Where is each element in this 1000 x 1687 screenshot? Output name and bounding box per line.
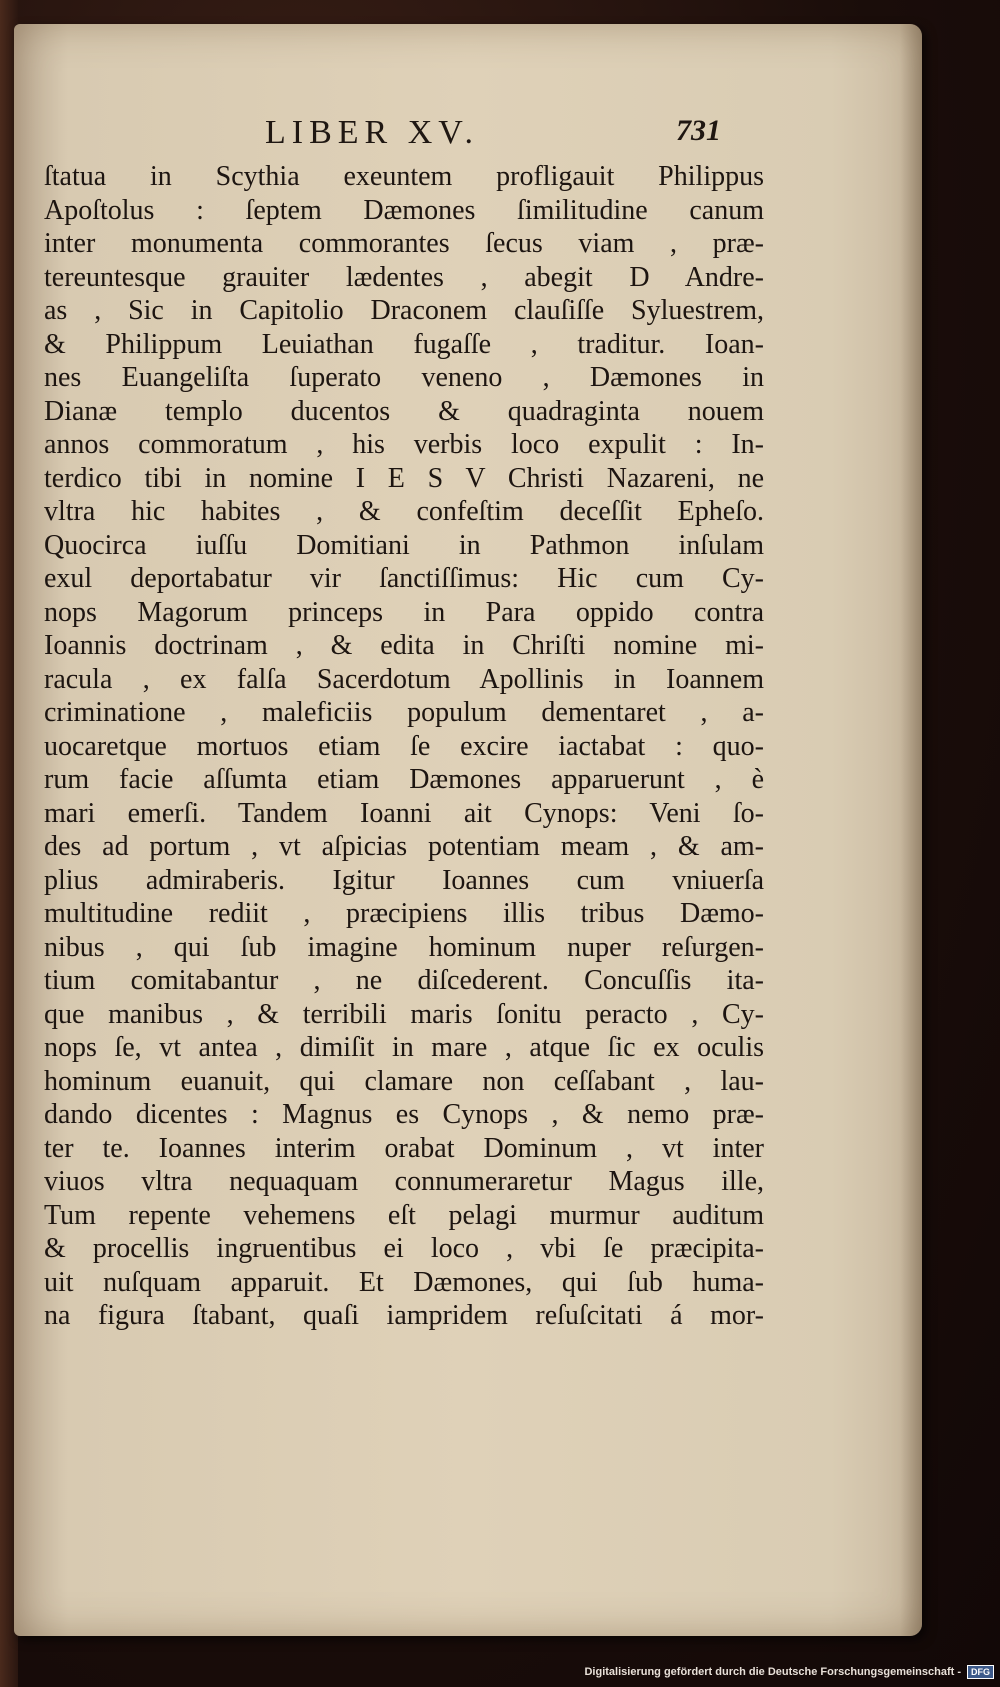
- text-line: que manibus , & terribili maris ſonitu peracto , Cy-: [44, 998, 764, 1030]
- text-line: nes Euangeliſta ſuperato veneno , Dæmones in: [44, 362, 764, 393]
- text-line: & Philippum Leuiathan fugaſſe , traditur. Ioan-: [44, 328, 764, 360]
- text-line: racula , ex falſa Sacerdotum Apollinis in Ioannem: [44, 663, 764, 695]
- text-line: inter monumenta commorantes ſecus viam , præ-: [44, 228, 764, 259]
- funding-credit: Digitalisierung gefördert durch die Deutsche Forschungsgemeinschaft -: [584, 1666, 961, 1678]
- text-line: tium comitabantur , ne diſcederent. Concuſſis ita-: [44, 965, 764, 996]
- text-line: multitudine rediit , præcipiens illis tribus Dæmo-: [44, 898, 764, 929]
- text-line: annos commoratum , his verbis loco expulit : In-: [44, 429, 764, 460]
- text-line: Ioannis doctrinam , & edita in Chriſti nomine mi-: [44, 630, 764, 661]
- footer: [584, 1661, 994, 1683]
- text-line: uocaretque mortuos etiam ſe excire iactabat : quo-: [44, 730, 764, 762]
- text-line: tereuntesque grauiter lædentes , abegit D Andre-: [44, 261, 764, 293]
- text-line: ſtatua in Scythia exeuntem profligauit Philippus: [44, 161, 764, 192]
- text-line: exul deportabatur vir ſanctiſſimus: Hic cum Cy-: [44, 563, 764, 594]
- text-line: nops ſe, vt antea , dimiſit in mare , atque ſic ex oculis: [44, 1032, 764, 1063]
- page-number: 731: [676, 114, 721, 147]
- text-line: des ad portum , vt aſpicias potentiam meam , & am-: [44, 831, 764, 862]
- text-line: ter te. Ioannes interim orabat Dominum , vt inter: [44, 1132, 764, 1164]
- text-line: viuos vltra nequaquam connumeraretur Magus ille,: [44, 1166, 764, 1197]
- text-line: uit nuſquam apparuit. Et Dæmones, qui ſub huma-: [44, 1266, 764, 1298]
- page-shadow: [900, 24, 922, 1636]
- text-line: Quocirca iuſſu Domitiani in Pathmon inſulam: [44, 529, 764, 561]
- text-line: mari emerſi. Tandem Ioanni ait Cynops: Veni ſo-: [44, 797, 764, 829]
- text-line: na figura ſtabant, quaſi iampridem reſuſcitati á mor-: [44, 1300, 764, 1331]
- text-line: dando dicentes : Magnus es Cynops , & nemo præ-: [44, 1099, 764, 1130]
- text-line: as , Sic in Capitolio Draconem clauſiſſe Syluestrem,: [44, 295, 764, 326]
- text-line: Apoſtolus : ſeptem Dæmones ſimilitudine canum: [44, 194, 764, 226]
- running-head: LIBER XV.: [265, 114, 479, 151]
- text-line: plius admiraberis. Igitur Ioannes cum vniuerſa: [44, 864, 764, 896]
- text-line: nibus , qui ſub imagine hominum nuper reſurgen-: [44, 931, 764, 963]
- dfg-logo-icon: DFG: [967, 1665, 994, 1679]
- text-line: terdico tibi in nomine I E S V Christi Nazareni, ne: [44, 462, 764, 494]
- text-line: Tum repente vehemens eſt pelagi murmur auditum: [44, 1199, 764, 1231]
- text-line: hominum euanuit, qui clamare non ceſſabant , lau-: [44, 1065, 764, 1097]
- text-line: criminatione , maleficiis populum dementaret , a-: [44, 697, 764, 728]
- text-line: rum facie aſſumta etiam Dæmones apparuerunt , è: [44, 764, 764, 795]
- text-line: nops Magorum princeps in Para oppido contra: [44, 596, 764, 628]
- body-text: [44, 160, 764, 1333]
- text-line: & procellis ingruentibus ei loco , vbi ſe præcipita-: [44, 1233, 764, 1264]
- text-line: vltra hic habites , & confeſtim deceſſit Epheſo.: [44, 496, 764, 527]
- text-line: Dianæ templo ducentos & quadraginta nouem: [44, 395, 764, 427]
